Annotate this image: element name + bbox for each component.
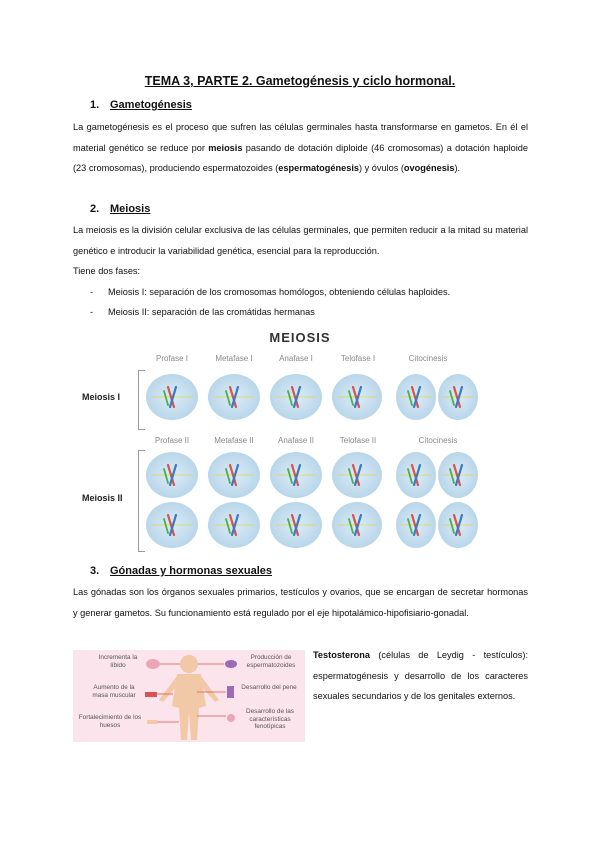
- section-title: Meiosis: [110, 203, 151, 215]
- paragraph-text: La gametogénesis es el proceso que sufren las células germinales hasta transformarse en gametos.: [73, 122, 493, 132]
- cell-citocinesis-ii: [438, 452, 478, 498]
- hormone-effect-label: Incrementa la líbido: [98, 654, 138, 669]
- chromosome-marks: [146, 502, 198, 548]
- chromosome-marks: [396, 374, 436, 420]
- cell-metafase-ii: [208, 502, 260, 548]
- cell-anafase-i: [270, 374, 322, 420]
- bracket: [138, 370, 145, 430]
- chromosome: [164, 519, 168, 533]
- meiosis-figure: [76, 328, 524, 553]
- cell-profase-ii: [146, 452, 198, 498]
- bracket: [138, 450, 145, 552]
- cell-citocinesis-i-b: [438, 374, 478, 420]
- paragraph-testosterona: Testosterona (células de Leydig - testículos): espermatogénesis y desarrollo de los caracteres sexuales secundarios y de los genitales externos.: [313, 650, 528, 701]
- chromosome: [226, 391, 230, 405]
- paragraph-meiosis: La meiosis es la división celular exclusiva de las células germinales, que permiten reducir a la mitad su material genético e introducir la variabilidad genética, esencial para la reproducción.: [73, 225, 528, 256]
- chromosome: [288, 519, 292, 533]
- paragraph-phases-intro: Tiene dos fases:: [73, 266, 141, 276]
- chromosome-marks: [146, 452, 198, 498]
- chromosome-marks: [438, 502, 478, 548]
- chromosome: [164, 469, 168, 483]
- cell-telofase-ii: [332, 502, 382, 548]
- phase-label: Telofase II: [339, 436, 377, 445]
- section-number: 1.: [90, 99, 100, 111]
- paragraph-gametogenesis: La gametogénesis es el proceso que sufren las células germinales hasta transformarse en gametos. En él el material genético se reduce por meiosis pasando de dotación diploide (46 cromosomas) a dotación haploide (23 cromosomas), produciendo espermatozoides (espermatogénesis) y óvulos (ovogénesis).: [73, 122, 528, 173]
- section-title: Gónadas y hormonas sexuales: [110, 565, 273, 577]
- cell-telofase-i: [332, 374, 382, 420]
- section-heading-gametogenesis: [90, 99, 192, 111]
- hormone-effect-label: Desarrollo de las características fenotípicas: [246, 708, 294, 730]
- section-number: 2.: [90, 203, 100, 215]
- chromosome-marks: [208, 452, 260, 498]
- cell-citocinesis-ii: [396, 502, 436, 548]
- chromosome-marks: [270, 502, 322, 548]
- chromosome-marks: [270, 374, 322, 420]
- paragraph-gonadas: Las gónadas son los órganos sexuales primarios, testículos y ovarios, que se encargan de secretar hormonas y generar gametos. Su funcionamiento está regulado por el eje hipotalámico-hipofisiario-gonadal.: [73, 587, 528, 618]
- cell-anafase-ii: [270, 452, 322, 498]
- list-item: - Meiosis II: separación de las cromátidas hermanas: [90, 307, 315, 317]
- cell-profase-i: [146, 374, 198, 420]
- hormone-effect-label: Fortalecimiento de los huesos: [78, 714, 142, 729]
- cell-profase-ii: [146, 502, 198, 548]
- cell-metafase-i: [208, 374, 260, 420]
- page-title: TEMA 3, PARTE 2. Gametogénesis y ciclo hormonal.: [144, 74, 456, 88]
- phase-label: Telofase I: [340, 354, 376, 363]
- phase-label: Citocinesis: [408, 354, 448, 363]
- chromosome: [349, 469, 353, 483]
- chromosome: [288, 469, 292, 483]
- cell-anafase-ii: [270, 502, 322, 548]
- testosterone-effects-figure: [73, 650, 305, 742]
- row-label-meiosis-ii: Meiosis II: [82, 493, 123, 503]
- chromosome: [288, 391, 292, 405]
- cell-metafase-ii: [208, 452, 260, 498]
- chromosome: [408, 469, 412, 483]
- phase-label: Metafase I: [215, 354, 253, 363]
- chromosome-marks: [332, 374, 382, 420]
- row-label-meiosis-i: Meiosis I: [82, 392, 121, 402]
- phase-label: Anafase II: [277, 436, 315, 445]
- chromosome: [408, 519, 412, 533]
- cell-citocinesis-ii: [438, 502, 478, 548]
- section-title: Gametogénesis: [110, 99, 192, 111]
- chromosome: [408, 391, 412, 405]
- section-number: 3.: [90, 565, 100, 577]
- phase-label: Profase I: [155, 354, 188, 363]
- hormone-effect-label: Desarrollo del pene: [241, 684, 297, 691]
- chromosome: [450, 391, 454, 405]
- cell-citocinesis-i-a: [396, 374, 436, 420]
- chromosome-marks: [332, 502, 382, 548]
- cell-citocinesis-ii: [396, 452, 436, 498]
- section-heading-gonadas: [90, 565, 272, 577]
- chromosome-marks: [332, 452, 382, 498]
- chromosome-marks: [438, 452, 478, 498]
- phase-label: Metafase II: [214, 436, 254, 445]
- chromosome: [164, 391, 168, 405]
- hormone-effect-label: Aumento de la masa muscular: [92, 684, 136, 699]
- figure-title: MEIOSIS: [269, 330, 331, 345]
- chromosome: [226, 469, 230, 483]
- phase-label: Profase II: [154, 436, 190, 445]
- chromosome: [349, 391, 353, 405]
- phase-label: Anafase I: [279, 354, 313, 363]
- chromosome: [450, 469, 454, 483]
- chromosome-marks: [396, 502, 436, 548]
- list-item: - Meiosis I: separación de los cromosomas homólogos, obteniendo células haploides.: [90, 287, 451, 297]
- chromosome: [349, 519, 353, 533]
- chromosome-marks: [208, 374, 260, 420]
- chromosome-marks: [270, 452, 322, 498]
- chromosome: [226, 519, 230, 533]
- hormone-effect-label: Producción de espermatozoides: [246, 654, 296, 669]
- section-heading-meiosis: [90, 203, 150, 215]
- phase-label: Citocinesis: [418, 436, 458, 445]
- chromosome-marks: [396, 452, 436, 498]
- cell-telofase-ii: [332, 452, 382, 498]
- chromosome-marks: [208, 502, 260, 548]
- chromosome-marks: [438, 374, 478, 420]
- chromosome-marks: [146, 374, 198, 420]
- chromosome: [450, 519, 454, 533]
